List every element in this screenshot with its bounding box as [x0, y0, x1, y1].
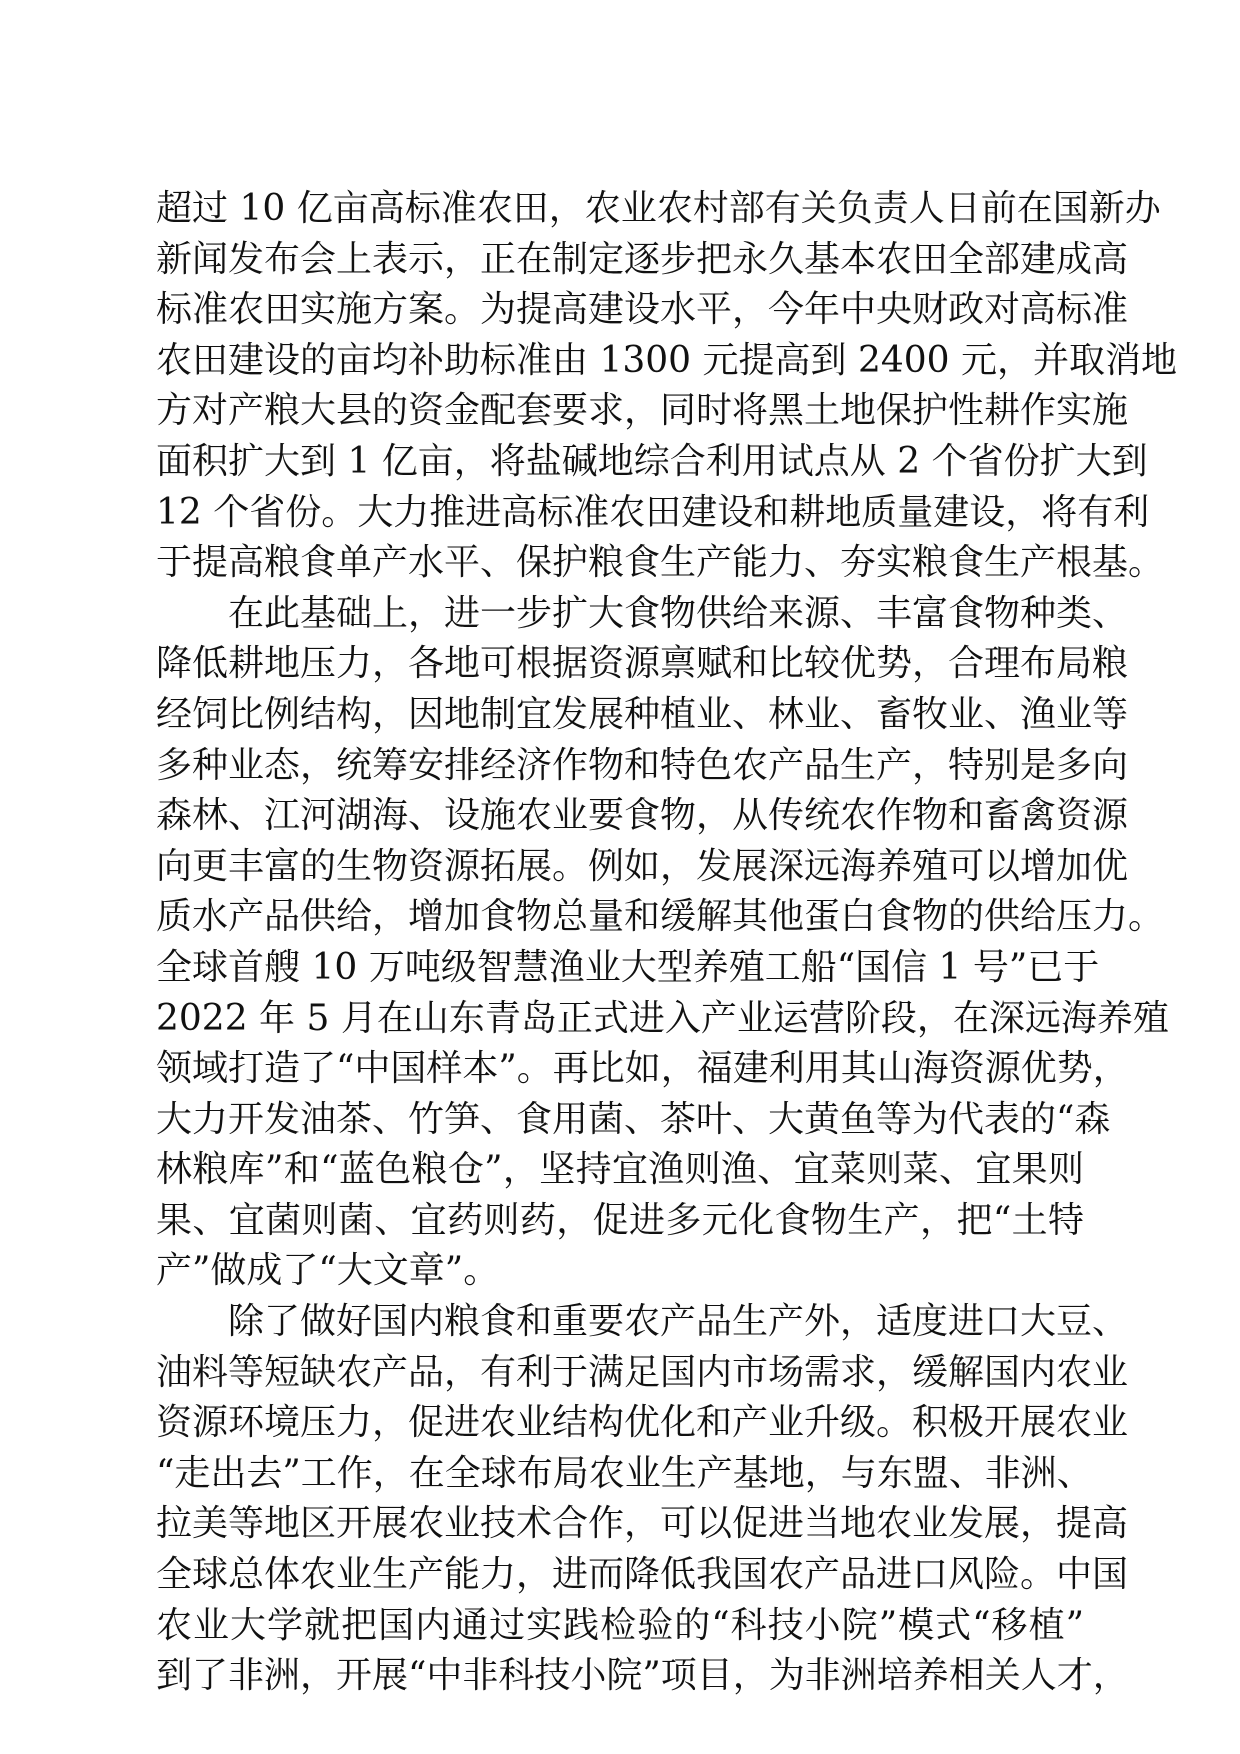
text-line: 果、宜菌则菌、宜药则药，促进多元化食物生产，把“土特 — [156, 1199, 1084, 1241]
text-line: 领域打造了“中国样本”。再比如，福建利用其山海资源优势， — [156, 1048, 1129, 1090]
text-line: 资源环境压力，促进农业结构优化和产业升级。积极开展农业 — [156, 1402, 1129, 1444]
text-line: 到了非洲，开展“中非科技小院”项目，为非洲培养相关人才， — [156, 1655, 1129, 1697]
body-text — [156, 184, 1178, 1702]
text-line: 多种业态，统筹安排经济作物和特色农产品生产，特别是多向 — [156, 744, 1129, 786]
text-line: 2022 年 5 月在山东青岛正式进入产业运营阶段，在深远海养殖 — [156, 997, 1169, 1039]
text-line: 面积扩大到 1 亿亩，将盐碱地综合利用试点从 2 个省份扩大到 — [156, 440, 1148, 482]
text-line: 油料等短缺农产品，有利于满足国内市场需求，缓解国内农业 — [156, 1351, 1129, 1393]
text-line: 大力开发油茶、竹笋、食用菌、茶叶、大黄鱼等为代表的“森 — [156, 1098, 1111, 1140]
text-line: 经饲比例结构，因地制宜发展种植业、林业、畜牧业、渔业等 — [156, 693, 1129, 735]
text-line: 新闻发布会上表示，正在制定逐步把永久基本农田全部建成高 — [156, 238, 1129, 280]
text-line: 质水产品供给，增加食物总量和缓解其他蛋白食物的供给压力。 — [156, 896, 1165, 938]
text-line: 向更丰富的生物资源拓展。例如，发展深远海养殖可以增加优 — [156, 845, 1129, 887]
text-line: 拉美等地区开展农业技术合作，可以促进当地农业发展，提高 — [156, 1503, 1129, 1545]
text-line: 超过 10 亿亩高标准农田，农业农村部有关负责人日前在国新办 — [156, 188, 1161, 229]
text-line: 农田建设的亩均补助标准由 1300 元提高到 2400 元，并取消地 — [156, 339, 1178, 381]
text-line: 12 个省份。大力推进高标准农田建设和耕地质量建设，将有利 — [156, 491, 1150, 533]
text-line: 森林、江河湖海、设施农业要食物，从传统农作物和畜禽资源 — [156, 795, 1129, 837]
text-line: 于提高粮食单产水平、保护粮食生产能力、夯实粮食生产根基。 — [156, 542, 1165, 584]
text-line: 全球首艘 10 万吨级智慧渔业大型养殖工船“国信 1 号”已于 — [156, 946, 1100, 988]
text-line: 农业大学就把国内通过实践检验的“科技小院”模式“移植” — [156, 1604, 1084, 1646]
text-line: 产”做成了“大文章”。 — [156, 1250, 500, 1292]
text-line: 方对产粮大县的资金配套要求，同时将黑土地保护性耕作实施 — [156, 390, 1129, 432]
text-line: “走出去”工作，在全球布局农业生产基地，与东盟、非洲、 — [156, 1452, 1093, 1494]
text-line: 除了做好国内粮食和重要农产品生产外，适度进口大豆、 — [156, 1301, 1129, 1343]
text-line: 在此基础上，进一步扩大食物供给来源、丰富食物种类、 — [156, 592, 1129, 634]
text-line: 降低耕地压力，各地可根据资源禀赋和比较优势，合理布局粮 — [156, 643, 1129, 685]
text-line: 全球总体农业生产能力，进而降低我国农产品进口风险。中国 — [156, 1554, 1129, 1596]
text-line: 标准农田实施方案。为提高建设水平，今年中央财政对高标准 — [156, 289, 1129, 331]
text-line: 林粮库”和“蓝色粮仓”，坚持宜渔则渔、宜菜则菜、宜果则 — [156, 1149, 1084, 1191]
